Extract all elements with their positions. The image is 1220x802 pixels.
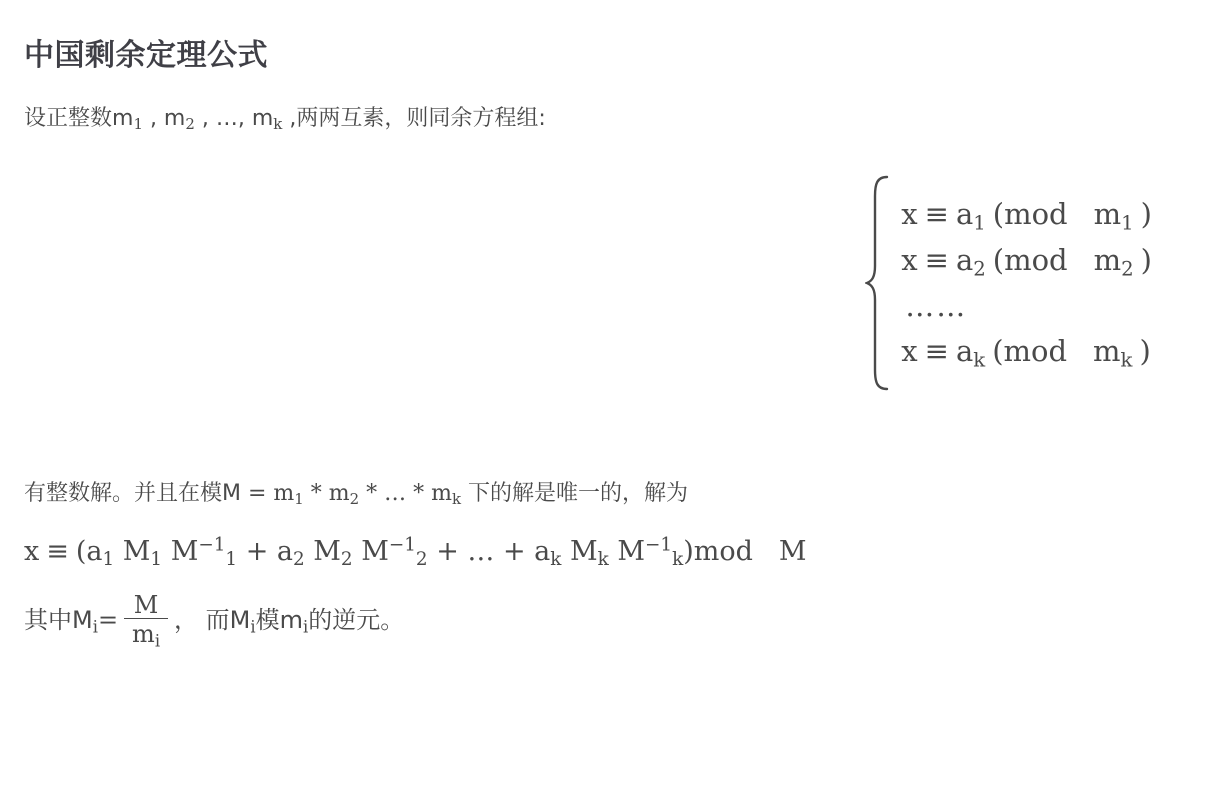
row1-mod-sub: 1 [1121,211,1134,235]
definition-line [24,593,1196,649]
congruence-row-1 [901,197,1152,235]
row1-var-sub: 1 [973,211,986,235]
rowk-var-sub: k [973,348,986,372]
rowk-mod-sub: k [1120,348,1133,372]
fraction-numerator: M [133,591,159,620]
fraction-M-over-mi [124,593,168,649]
formula-Mkinv-sup: −1 [645,534,673,556]
congruence-system [865,174,1152,392]
congruence-system-block [24,174,1196,424]
formula-open: (a [75,536,103,568]
rowk-mod-close: ) [1139,333,1151,368]
formula-M1inv-sup: −1 [198,534,226,556]
congruence-ellipsis: …… [905,288,968,323]
conclusion-mul-1: * m [303,481,350,507]
formula-M2inv-sub: 2 [415,549,428,571]
row1-var: a [955,197,974,232]
left-curly-brace-icon [865,174,891,392]
row1-mod-close: ) [1140,197,1152,232]
formula-plus-2: + … + a [427,536,551,568]
congruence-equations [901,174,1152,392]
row1-mod-open: (mod [992,197,1068,232]
row2-rel: ≡ [924,242,949,277]
conclusion-sub-2: 2 [349,490,360,509]
formula-M2inv: M [352,536,389,568]
formula-Mkinv-sub: k [672,549,684,571]
formula-rel: ≡ [46,536,69,568]
formula-M1inv: M [162,536,199,568]
formula-Mk-sub: k [597,549,609,571]
intro-sep-2: , …, m [194,106,274,131]
conclusion-line-1 [24,476,1196,510]
formula-a2-sub: 2 [293,549,305,571]
row1-lhs: x [901,197,918,232]
row1-mod: m [1093,197,1122,232]
formula-a1-sub: 1 [102,549,115,571]
formula-x: x [24,536,40,568]
rowk-rel: ≡ [924,333,949,368]
formula-M2-sub: 2 [340,549,353,571]
formula-M1: M [114,536,151,568]
intro-sep-1: , m [142,106,186,131]
definition-mid2: 模m [255,606,303,635]
conclusion-eq: = m [240,481,295,507]
formula-Mkinv: M [608,536,646,568]
rowk-mod: m [1093,333,1121,368]
conclusion-block [24,476,1196,649]
formula-M2: M [304,536,341,568]
row2-mod-sub: 2 [1121,257,1134,281]
definition-middle-sub: i [250,617,256,637]
congruence-row-k [901,333,1152,372]
formula-close: )mod [683,536,753,568]
rowk-mod-open: (mod [992,333,1068,368]
row2-mod: m [1093,242,1122,277]
formula-plus-1: + a [237,536,293,568]
definition-middle: ， 而M [174,606,251,635]
formula-modulus: M [778,536,807,568]
conclusion-prefix: 有整数解。并且在模M [24,481,241,507]
conclusion-mul-2: * … * m [359,481,452,507]
formula-Mk: M [561,536,598,568]
intro-sub-3: k [273,115,283,134]
page-title: 中国剩余定理公式 [24,39,268,72]
row2-mod-close: ) [1140,242,1152,277]
formula-M1inv-sub: 1 [225,549,238,571]
conclusion-sub-1: 1 [294,490,304,509]
row1-rel: ≡ [924,197,949,232]
conclusion-sub-3: k [452,490,462,509]
definition-prefix-sub: i [92,617,98,637]
intro-suffix: ,两两互素，则同余方程组: [282,106,546,131]
rowk-var: a [955,333,974,368]
row2-var: a [955,242,974,277]
definition-equals: = [97,606,119,635]
formula-ak-sub: k [550,549,562,571]
formula-M1-sub: 1 [150,549,163,571]
congruence-row-2 [901,242,1152,281]
conclusion-suffix: 下的解是唯一的，解为 [461,481,689,507]
definition-mid2-sub: i [302,617,309,637]
intro-paragraph [24,100,1196,136]
row2-lhs: x [901,242,918,277]
definition-prefix: 其中M [24,606,93,635]
row2-mod-open: (mod [992,242,1068,277]
formula-M2inv-sup: −1 [388,534,416,556]
intro-sub-2: 2 [185,115,195,134]
row2-var-sub: 2 [973,257,986,281]
fraction-denominator: $m_i$ [132,620,161,651]
definition-suffix: 的逆元。 [308,606,405,635]
rowk-lhs: x [901,333,918,368]
intro-prefix: 设正整数m [24,106,134,131]
main-formula [24,534,1196,571]
intro-sub-1: 1 [133,115,143,134]
